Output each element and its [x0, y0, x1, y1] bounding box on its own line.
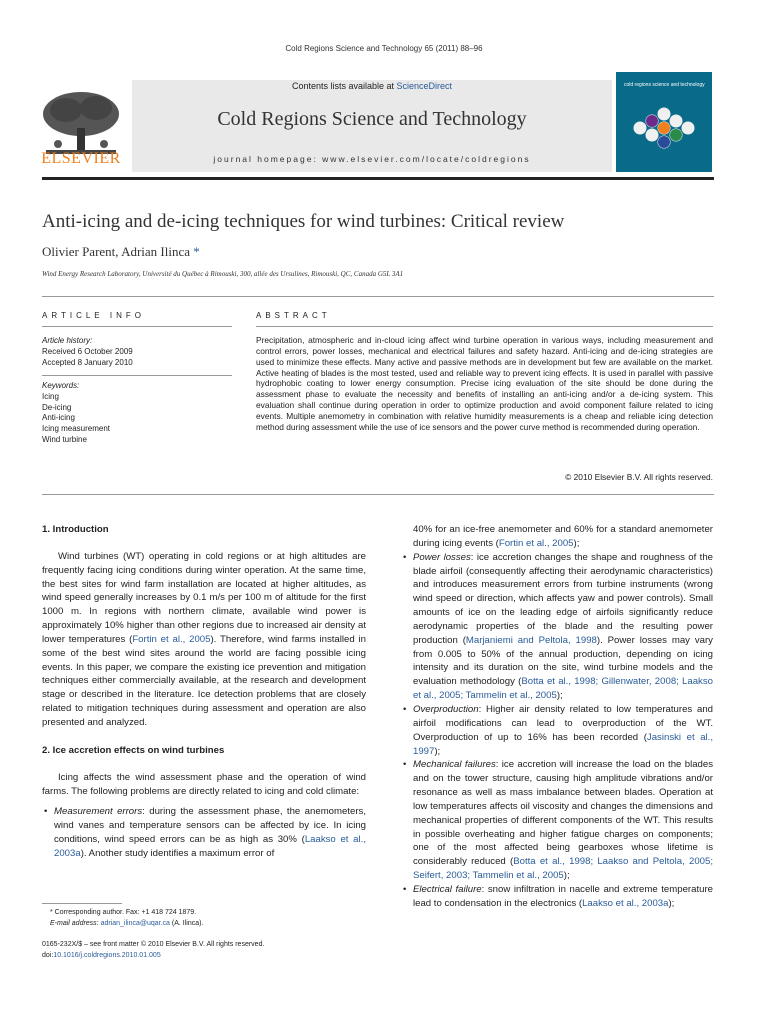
journal-title: Cold Regions Science and Technology	[217, 108, 527, 130]
bullet-continuation: 40% for an ice-free anemometer and 60% for a standard anemometer during icing events (Fortin et al., 2005);	[413, 524, 713, 549]
body-right-column	[401, 523, 713, 911]
cover-title: cold regions science and technology	[624, 82, 705, 88]
article-history: Article history: Received 6 October 2009 Accepted 8 January 2010	[42, 336, 133, 367]
keyword: Wind turbine	[42, 434, 87, 444]
section2-paragraph: Icing affects the wind assessment phase and the operation of wind farms. The following problems are directly related to icing and cold climate:	[42, 771, 366, 797]
section-heading-ice-accretion: 2. Ice accretion effects on wind turbines	[42, 744, 225, 756]
citation-link[interactable]: Fortin et al., 2005	[498, 537, 574, 549]
publisher-name: ELSEVIER	[41, 150, 121, 167]
affiliation: Wind Energy Research Laboratory, Université du Québec à Rimouski, 300, allée des Ursulines, Rimouski, QC, Canada G5L 3A1	[42, 270, 404, 278]
abstract-bottom-rule	[42, 494, 714, 495]
section-heading-introduction: 1. Introduction	[42, 524, 109, 535]
footnote-rule	[42, 903, 122, 904]
citation-link[interactable]: Jasinski et al., 1997	[413, 731, 713, 757]
abstract-copyright: © 2010 Elsevier B.V. All rights reserved.	[565, 472, 713, 482]
authors: Olivier Parent, Adrian Ilinca *	[42, 244, 200, 259]
sciencedirect-link[interactable]: ScienceDirect	[396, 81, 453, 91]
keyword: Icing measurement	[42, 424, 111, 434]
corresponding-author-mark[interactable]: *	[193, 244, 200, 259]
header-rule	[42, 177, 714, 180]
article-info-heading: ARTICLE INFO	[42, 311, 145, 320]
doi-link[interactable]: 10.1016/j.coldregions.2010.01.005	[53, 952, 161, 959]
bullet-overproduction: • Overproduction: Higher air density related to low temperatures and airfoil modifications can lead to overproduction of the WT. Overproduction of up to 16% has been recorded (Jasinski et al., 1997);	[401, 703, 713, 758]
abstract-text: Precipitation, atmospheric and in-cloud icing affect wind turbine operation in various ways, including measurement and control errors, power losses, mechanical and electrical failures and safety hazard. Anti-icing and de-icing strategies are used to minimize these effects. Many active and passive methods are in development but few are available on the market. Active heating of blades is the most tested, used and reliable way to prevent icing effects. It is used in parallel with passive hydrophobic coating to lower energy consumption. Precise icing evaluation of the site should be done during the assessment phase to evaluate the necessity and benefits of installing an anti-icing and/or a de-icing system. This evaluation shall continue during operation in order to optimize production and avoid component failure related to icing events. Multiple anemometry in combination with relative humidity measurements is a cheap and reliable icing detection method during assessment while the use of ice sensors and the power curve method is recommended during operation.	[256, 335, 713, 432]
citation-link[interactable]: Laakso et al., 2003a	[582, 897, 669, 909]
citation-link[interactable]: Fortin et al., 2005	[132, 633, 211, 645]
contents-line: Contents lists available at ScienceDirect	[291, 81, 453, 91]
body-left-column	[42, 523, 366, 861]
abstract-heading: ABSTRACT	[256, 311, 331, 320]
citation-link[interactable]: Laakso et al., 2003a	[54, 834, 366, 859]
keyword: Icing	[42, 391, 59, 401]
bullet-electrical-failure: • Electrical failure: snow infiltration in nacelle and extreme temperature lead to condensation in the electronics (Laakso et al., 2003a);	[401, 883, 713, 911]
abstract-rule	[256, 326, 713, 327]
citation-link[interactable]: Marjaniemi and Peltola, 1998	[465, 634, 597, 646]
keyword: De-icing	[42, 402, 72, 412]
intro-paragraph: Wind turbines (WT) operating in cold regions or at high altitudes are frequently facing icing conditions during winter operation. At the same time, the best sites for wind farm installation are located at higher altitudes, as wind speed generally increases by 0.1 m/s per 100 m of altitude for the first 1000 m. In regions with northern climate, available wind power is approximately 10% higher than other regions due to increased air density at lower temperatures (Fortin et al., 2005). Therefore, wind farms installed in some of the best wind sites around the world are facing possible icing events. In this paper, we compare the existing ice prevention and mitigation techniques either commercially available, at the research and development stage or described in the literature. Ice detection problems that are closely related to mitigation techniques during assessment and operation are also presented and analyzed.	[42, 550, 366, 728]
author-email-link[interactable]: adrian_ilinca@uqar.ca	[100, 920, 170, 927]
citation-link[interactable]: Botta et al., 1998; Laakso and Peltola, 2005; Seifert, 2003; Tammelin et al., 2005	[413, 856, 713, 882]
corresponding-author-footnote: * Corresponding author. Fax: +1 418 724 1879. E-mail address: adrian_ilinca@uqar.ca (A. Ilinca).	[50, 909, 204, 927]
bullet-measurement-errors: • Measurement errors: during the assessment phase, the anemometers, wind vanes and temperature sensors can be affected by ice. In icing conditions, wind speed errors can be as high as 30% (Laakso et al., 2003a). Another study identifies a maximum error of	[42, 805, 366, 860]
keywords: Keywords: Icing De-icing Anti-icing Icing measurement Wind turbine	[42, 381, 232, 446]
bullet-mechanical-failures: • Mechanical failures: ice accretion will increase the load on the blades and on the tower structure, causing high amplitude vibrations and/or resonance as well as mass imbalance between blades. Operation at low temperatures affects oil viscosity and changes the dimensions and mechanical properties of different components of the WT. This results in possible overheating and higher fatigue charges on components; one of the most affected being gearboxes whose lifetime is considerably reduced (Botta et al., 1998; Laakso and Peltola, 2005; Seifert, 2003; Tammelin et al., 2005);	[401, 758, 713, 883]
article-title: Anti-icing and de-icing techniques for wind turbines: Critical review	[42, 211, 565, 232]
keywords-rule	[42, 375, 232, 376]
journal-homepage[interactable]: journal homepage: www.elsevier.com/locate/coldregions	[213, 154, 531, 164]
keyword: Anti-icing	[42, 413, 75, 423]
journal-reference: Cold Regions Science and Technology 65 (2011) 88–96	[285, 44, 483, 53]
article-info-rule	[42, 326, 232, 327]
front-matter-footnote: 0165-232X/$ – see front matter © 2010 Elsevier B.V. All rights reserved. doi:10.1016/j.coldregions.2010.01.005	[42, 941, 265, 959]
title-rule	[42, 296, 714, 297]
citation-link[interactable]: Botta et al., 1998; Gillenwater, 2008; Laakso et al., 2005; Tammelin et al., 2005	[413, 676, 713, 702]
bullet-power-losses: • Power losses: ice accretion changes the shape and roughness of the blade airfoil (consequently affecting their aerodynamic characteristics) and introduces measurement errors from turbine instruments (wrong wind speed or direction, which affects yaw and power controls). Small amounts of ice on the leading edge of airfoils significantly reduce aerodynamic properties of the blade and the resulting power production (Marjaniemi and Peltola, 1998). Power losses may vary from 0.005 to 50% of the annual production, depending on icing intensity and its duration on the site, wind turbine models and the evaluation methodology (Botta et al., 1998; Gillenwater, 2008; Laakso et al., 2005; Tammelin et al., 2005);	[401, 551, 713, 703]
